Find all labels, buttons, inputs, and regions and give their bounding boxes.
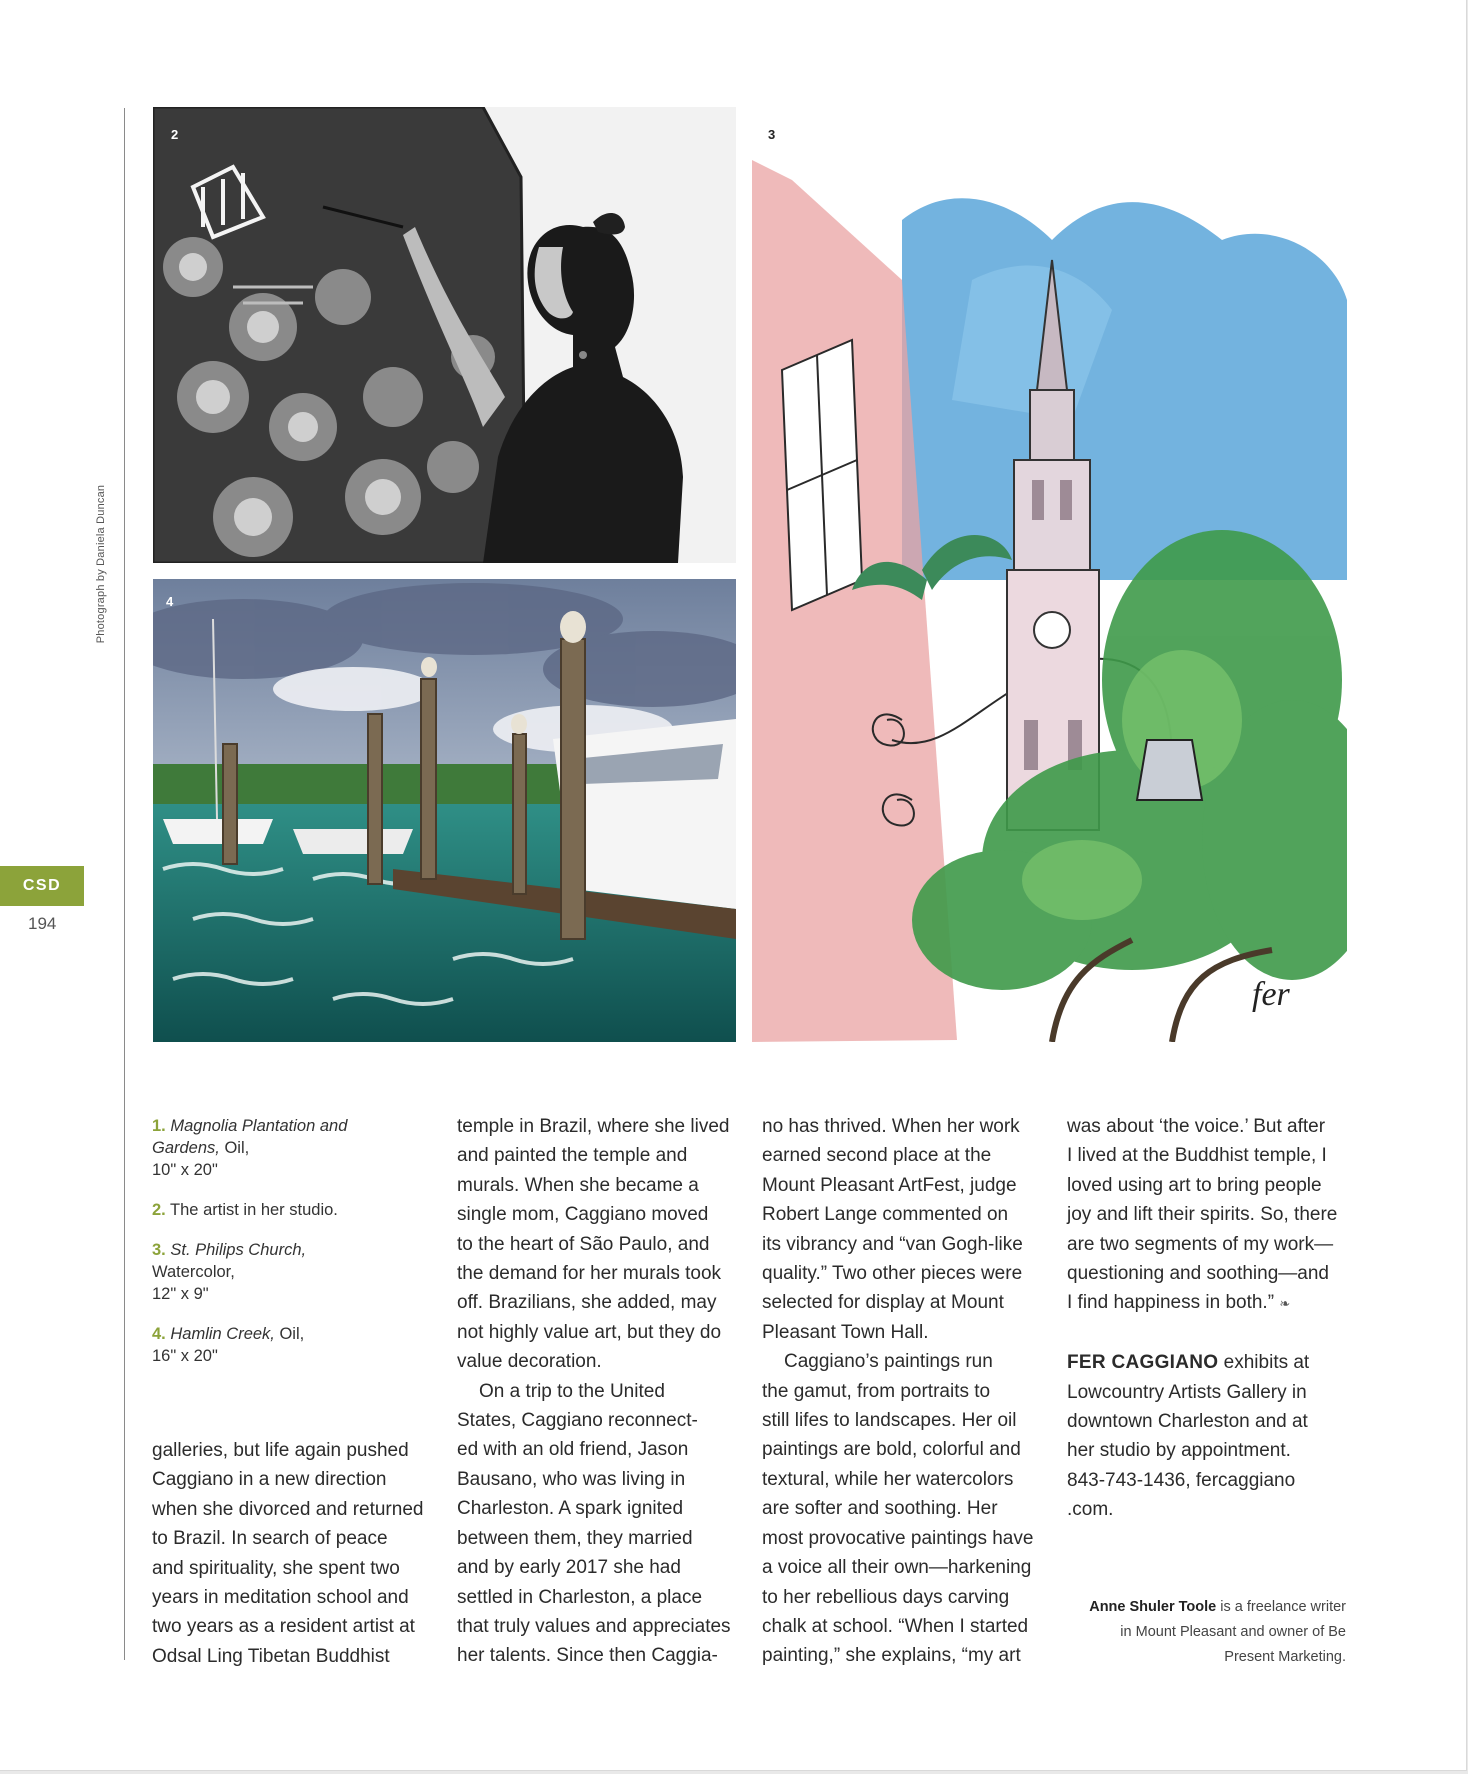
caption-3: [152, 1239, 422, 1305]
text-line: painting,” she explains, “my art: [762, 1645, 1021, 1667]
text-line: chalk at school. “When I started: [762, 1615, 1029, 1637]
caption-title: Gardens,: [152, 1139, 220, 1157]
author-bio: [1050, 1595, 1346, 1670]
text-line: exhibits at: [1218, 1352, 1310, 1374]
artist-name: FER CAGGIANO: [1067, 1352, 1219, 1374]
caption-number: 4.: [152, 1325, 166, 1343]
artist-contact: 843-743-1436, fercaggiano: [1067, 1469, 1296, 1491]
text-line: her talents. Since then Caggia-: [457, 1645, 718, 1667]
caption-2: [152, 1199, 422, 1221]
caption-title: St. Philips Church,: [170, 1241, 307, 1259]
text-line: Odsal Ling Tibetan Buddhist: [152, 1645, 390, 1667]
text-line: quality.” Two other pieces were: [762, 1263, 1023, 1285]
figure-number-3: 3: [768, 127, 776, 142]
caption-dimensions: 16" x 20": [152, 1347, 218, 1365]
bio-text: Present Marketing.: [1224, 1649, 1346, 1665]
text-line: not highly value art, but they do: [457, 1321, 722, 1343]
bio-text: is a freelance writer: [1216, 1599, 1346, 1615]
artist-signature: fer: [1252, 976, 1290, 1013]
text-line: Caggiano in a new direction: [152, 1469, 387, 1491]
text-line: galleries, but life again pushed: [152, 1440, 409, 1461]
text-line: her studio by appointment.: [1067, 1440, 1291, 1462]
painting-hamlin-creek: [153, 579, 736, 1042]
text-line: are two segments of my work—: [1067, 1233, 1334, 1255]
caption-title: Magnolia Plantation and: [170, 1117, 348, 1135]
article-column-2: [457, 1112, 739, 1671]
text-line: a voice all their own—harkening: [762, 1557, 1032, 1579]
text-line: Bausano, who was living in: [457, 1468, 686, 1490]
photo-artist-in-studio: [153, 107, 736, 563]
text-line: Mount Pleasant ArtFest, judge: [762, 1174, 1017, 1196]
photo-credit: Photograph by Daniela Duncan: [95, 484, 107, 644]
text-line: Pleasant Town Hall.: [762, 1321, 929, 1343]
text-line: I find happiness in both.”: [1067, 1292, 1275, 1314]
margin-rule: [124, 108, 125, 1660]
text-line: On a trip to the United: [479, 1380, 665, 1402]
caption-text: Oil,: [219, 1139, 250, 1157]
painting-st-philips-church: [752, 160, 1347, 1042]
text-line: the demand for her murals took: [457, 1263, 722, 1285]
text-line: to Brazil. In search of peace: [152, 1528, 388, 1550]
text-line: still lifes to landscapes. Her oil: [762, 1410, 1017, 1432]
caption-title: Hamlin Creek,: [170, 1325, 275, 1343]
text-line: selected for display at Mount: [762, 1292, 1004, 1314]
text-line: .com.: [1067, 1499, 1114, 1521]
text-line: earned second place at the: [762, 1145, 992, 1167]
text-line: downtown Charleston and at: [1067, 1411, 1308, 1433]
figure-number-4: 4: [166, 594, 174, 609]
figure-number-2: 2: [171, 127, 179, 142]
text-line: loved using art to bring people: [1067, 1174, 1322, 1196]
text-line: was about ‘the voice.’ But after: [1067, 1116, 1326, 1137]
caption-4: [152, 1323, 422, 1367]
figure-captions: [152, 1115, 422, 1385]
text-line: years in meditation school and: [152, 1587, 409, 1609]
caption-number: 3.: [152, 1241, 166, 1259]
text-line: textural, while her watercolors: [762, 1468, 1014, 1490]
text-line: Charleston. A spark ignited: [457, 1498, 684, 1520]
text-line: joy and lift their spirits. So, there: [1067, 1204, 1338, 1226]
caption-text: Oil,: [274, 1325, 305, 1343]
text-line: are softer and soothing. Her: [762, 1498, 998, 1520]
text-line: single mom, Caggiano moved: [457, 1204, 709, 1226]
article-column-1: [152, 1436, 434, 1671]
caption-number: 2.: [152, 1201, 166, 1219]
text-line: its vibrancy and “van Gogh-like: [762, 1233, 1023, 1255]
end-mark-icon: ❧: [1279, 1296, 1291, 1312]
section-badge: CSD: [0, 866, 84, 906]
text-line: no has thrived. When her work: [762, 1116, 1020, 1137]
text-line: temple in Brazil, where she lived: [457, 1116, 730, 1137]
caption-text: The artist in her studio.: [165, 1201, 338, 1219]
text-line: Caggiano’s paintings run: [784, 1351, 993, 1373]
text-line: to her rebellious days carving: [762, 1586, 1010, 1608]
text-line: Lowcountry Artists Gallery in: [1067, 1381, 1307, 1403]
text-line: murals. When she became a: [457, 1174, 699, 1196]
article-column-4: [1067, 1112, 1349, 1525]
text-line: questioning and soothing—and: [1067, 1263, 1329, 1285]
text-line: and spirituality, she spent two: [152, 1557, 400, 1579]
caption-dimensions: 10" x 20": [152, 1161, 218, 1179]
author-name: Anne Shuler Toole: [1089, 1599, 1217, 1615]
text-line: off. Brazilians, she added, may: [457, 1292, 717, 1314]
text-line: paintings are bold, colorful and: [762, 1439, 1021, 1461]
caption-dimensions: 12" x 9": [152, 1285, 209, 1303]
text-line: ed with an old friend, Jason: [457, 1439, 689, 1461]
text-line: settled in Charleston, a place: [457, 1586, 703, 1608]
text-line: and by early 2017 she had: [457, 1557, 681, 1579]
text-line: and painted the temple and: [457, 1145, 688, 1167]
text-line: that truly values and appreciates: [457, 1615, 731, 1637]
text-line: Robert Lange commented on: [762, 1204, 1009, 1226]
text-line: between them, they married: [457, 1527, 693, 1549]
page-number: 194: [28, 914, 57, 933]
text-line: most provocative paintings have: [762, 1527, 1034, 1549]
caption-number: 1.: [152, 1117, 166, 1135]
text-line: value decoration.: [457, 1351, 602, 1373]
text-line: I lived at the Buddhist temple, I: [1067, 1145, 1327, 1167]
paragraph-gap: [1067, 1319, 1349, 1348]
caption-1: [152, 1115, 422, 1181]
text-line: States, Caggiano reconnect-: [457, 1410, 698, 1432]
text-line: two years as a resident artist at: [152, 1616, 415, 1638]
text-line: the gamut, from portraits to: [762, 1380, 991, 1402]
article-column-3: [762, 1112, 1044, 1671]
bio-text: in Mount Pleasant and owner of Be: [1120, 1624, 1346, 1640]
text-line: when she divorced and returned: [152, 1498, 424, 1520]
text-line: to the heart of São Paulo, and: [457, 1233, 710, 1255]
caption-text: Watercolor,: [152, 1263, 235, 1281]
